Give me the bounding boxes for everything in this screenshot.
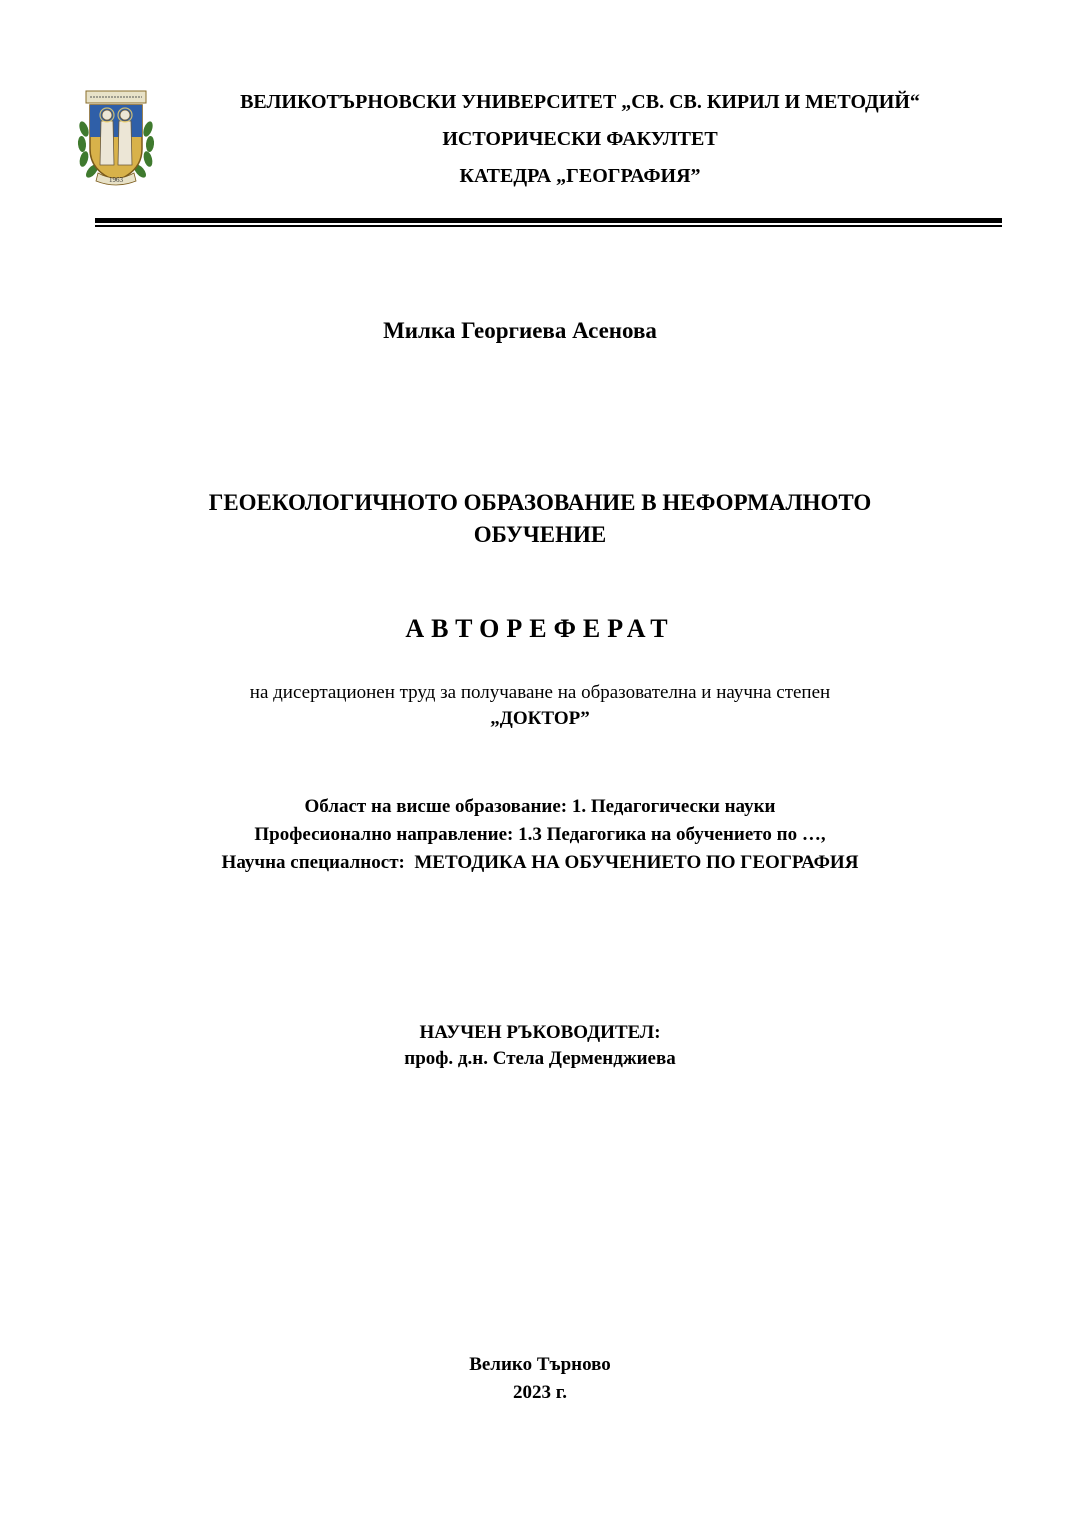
department-name: КАТЕДРА „ГЕОГРАФИЯ” — [459, 165, 701, 187]
header-divider-thick — [95, 218, 1002, 223]
purpose-statement — [0, 680, 1080, 732]
advisor-name: проф. д.н. Стела Дерменджиева — [404, 1048, 676, 1069]
university-name: ВЕЛИКОТЪРНОВСКИ УНИВЕРСИТЕТ „СВ. СВ. КИРИЛ И МЕТОДИЙ“ — [240, 91, 920, 113]
title-line-1: ГЕОЕКОЛОГИЧНОТО ОБРАЗОВАНИЕ В НЕФОРМАЛНОТО — [208, 490, 872, 515]
dissertation-title — [0, 487, 1080, 551]
header-divider-thin — [95, 225, 1002, 227]
place-and-year — [0, 1351, 1080, 1407]
institution-header — [150, 88, 1010, 199]
advisor-label: НАУЧЕН РЪКОВОДИТЕЛ: — [419, 1022, 661, 1043]
scientific-advisor — [0, 1020, 1080, 1072]
purpose-text: на дисертационен труд за получаване на образователна и научна степен — [249, 682, 831, 703]
author-name: Милка Георгиева Асенова — [383, 318, 657, 343]
title-line-2: ОБУЧЕНИЕ — [473, 522, 607, 547]
field-area: Област на висше образование: 1. Педагогически науки — [304, 796, 776, 817]
year: 2023 г. — [513, 1382, 567, 1403]
field-direction: Професионално направление: 1.3 Педагогика на обучението по …, — [254, 824, 826, 845]
faculty-name: ИСТОРИЧЕСКИ ФАКУЛТЕТ — [442, 128, 718, 150]
academic-fields — [0, 793, 1080, 877]
city: Велико Търново — [469, 1354, 611, 1375]
university-crest-icon — [76, 89, 156, 187]
degree-name: „ДОКТОР” — [490, 708, 590, 729]
field-specialty: Научна специалност: МЕТОДИКА НА ОБУЧЕНИЕТО ПО ГЕОГРАФИЯ — [221, 852, 859, 873]
svg-text:1963: 1963 — [109, 176, 123, 184]
document-type: АВТОРЕФЕРАТ — [405, 614, 675, 643]
